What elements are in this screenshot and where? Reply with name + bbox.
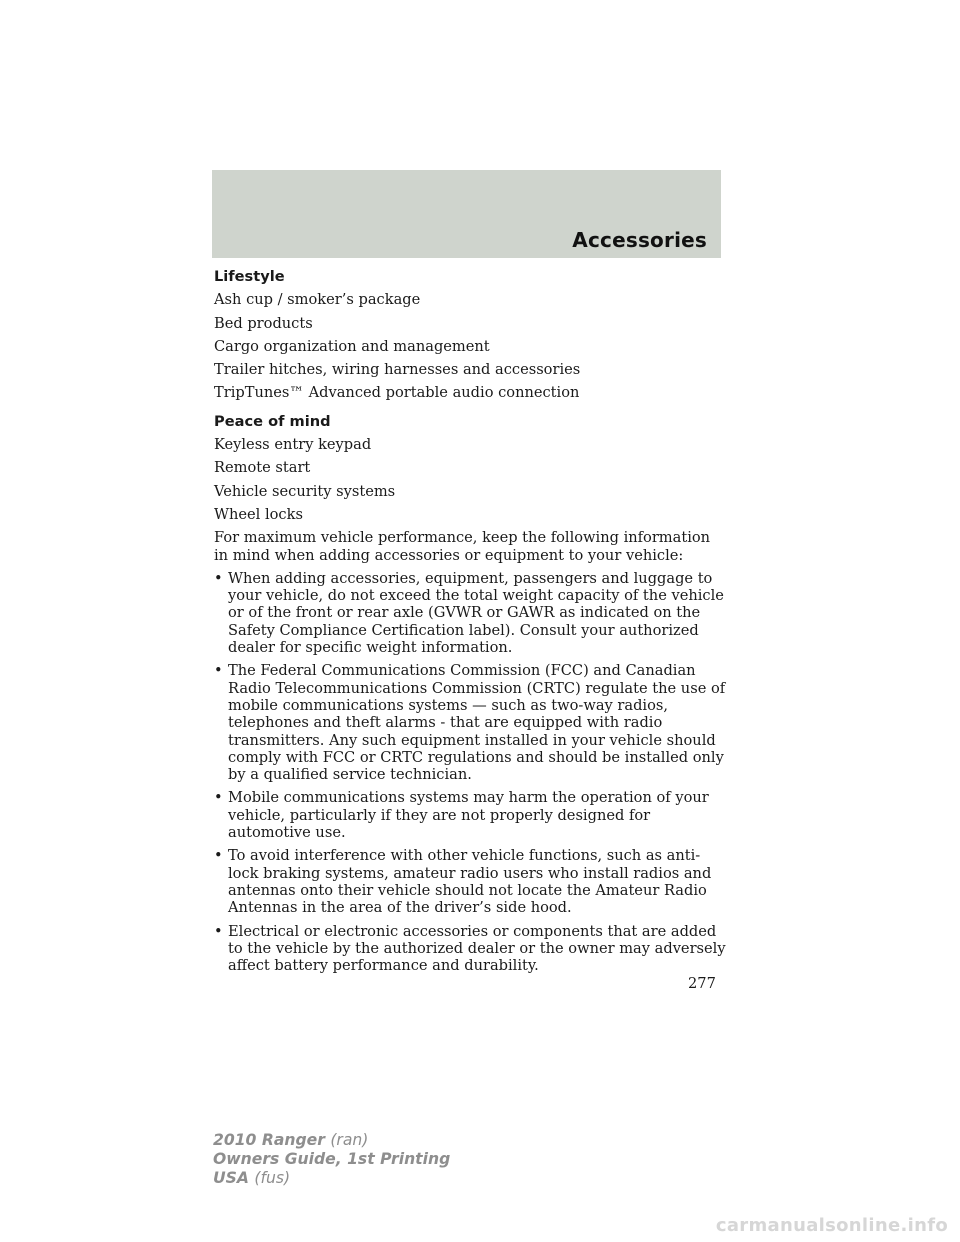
section-title: Accessories: [572, 228, 707, 252]
heading-lifestyle: Lifestyle: [214, 268, 285, 285]
page-content: [214, 268, 726, 980]
bullet-item: [214, 570, 726, 656]
list-item: Vehicle security systems: [214, 482, 396, 500]
footer-region-code: (fus): [254, 1169, 291, 1187]
list-item: Keyless entry keypad: [214, 436, 372, 454]
list-item: Remote start: [214, 459, 311, 477]
footer-line-edition: Owners Guide, 1st Printing: [213, 1150, 451, 1168]
footer-line-region: [213, 1169, 450, 1188]
heading-peace-of-mind: Peace of mind: [214, 412, 331, 430]
footer-line-model: [213, 1131, 450, 1150]
bullet-list: [214, 570, 726, 975]
bullet-item: [214, 789, 726, 841]
section-header-band: [212, 170, 721, 258]
list-item: TripTunes™ Advanced portable audio connection: [214, 384, 580, 402]
footer-region: USA: [213, 1169, 249, 1187]
bullet-text: To avoid interference with other vehicle functions, such as anti-lock braking systems, amateur radio users who install radios and antennas onto their vehicle should not locate the Amateur Radio Antennas in the area of the driver’s side hood.: [228, 847, 712, 917]
bullet-text: Electrical or electronic accessories or components that are added to the vehicle by the authorized dealer or the owner may adversely affect battery performance and durability.: [228, 922, 726, 975]
list-item: Ash cup / smoker’s package: [214, 291, 421, 309]
bullet-item: [214, 923, 726, 975]
bullet-icon: •: [214, 662, 223, 680]
footer-model: 2010 Ranger: [213, 1131, 325, 1149]
bullet-item: [214, 847, 726, 916]
bullet-text: When adding accessories, equipment, passengers and luggage to your vehicle, do not exceed the total weight capacity of the vehicle or of the front or rear axle (GVWR or GAWR as indicated on the Safety Compliance Certification label). Consult your authorized dealer for specific weight information.: [228, 569, 724, 657]
bullet-icon: •: [214, 569, 223, 587]
bullet-text: Mobile communications systems may harm the operation of your vehicle, particularly if they are not properly designed for automotive use.: [228, 789, 709, 842]
list-item: Wheel locks: [214, 505, 303, 523]
list-item: Trailer hitches, wiring harnesses and accessories: [214, 361, 581, 379]
bullet-icon: •: [214, 922, 223, 940]
list-item: Cargo organization and management: [214, 337, 490, 355]
bullet-text: The Federal Communications Commission (FCC) and Canadian Radio Telecommunications Commission (CRTC) regulate the use of mobile communications systems — such as two-way radios, telephones and theft alarms - that are equipped with radio transmitters. Any such equipment installed in your vehicle should comply with FCC or CRTC regulations and should be installed only by a qualified service technician.: [228, 662, 726, 784]
watermark: carmanualsonline.info: [715, 1215, 948, 1236]
print-footer: [213, 1131, 450, 1188]
bullet-item: [214, 662, 726, 783]
footer-model-code: (ran): [330, 1131, 369, 1149]
bullet-icon: •: [214, 847, 223, 865]
page-number: 277: [688, 975, 716, 992]
bullet-icon: •: [214, 789, 223, 807]
intro-paragraph: For maximum vehicle performance, keep the following information in mind when adding accessories or equipment to your vehicle:: [214, 529, 711, 564]
list-item: Bed products: [214, 314, 313, 332]
